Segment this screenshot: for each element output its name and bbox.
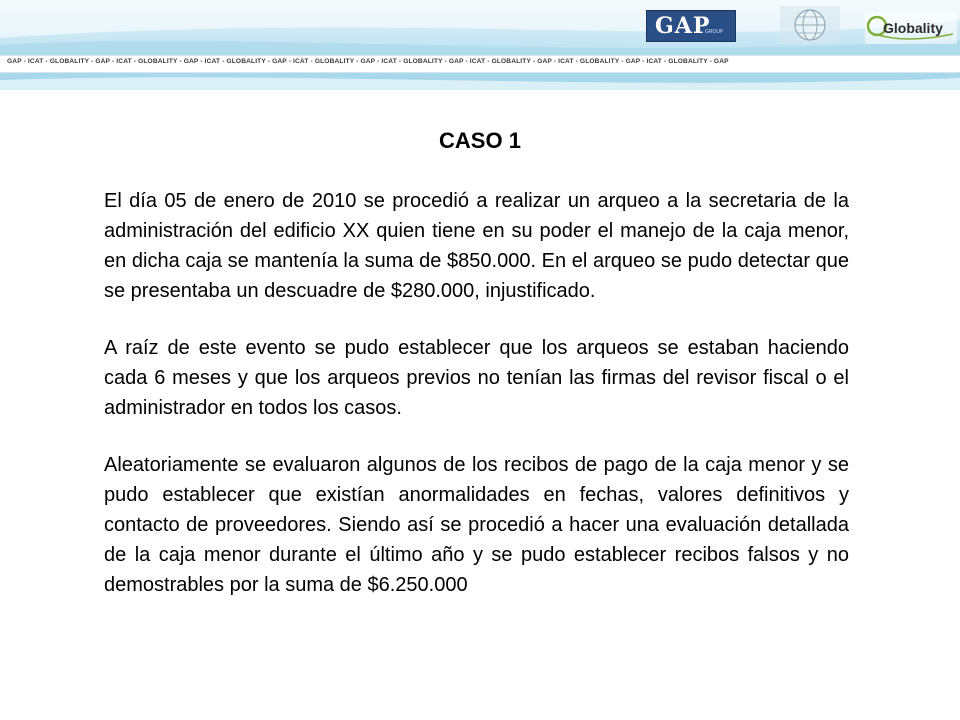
paragraph-3: Aleatoriamente se evaluaron algunos de los recibos de pago de la caja menor y se pudo establecer que existían anormalidades en fechas, valores definitivos y contacto de proveedores. Siendo así se procedió a hacer una evaluación detallada de la caja menor durante el último año y se pudo establecer recibos falsos y no demostrables por la suma de $6.250.000 bbox=[104, 454, 849, 596]
slide-body bbox=[104, 186, 849, 627]
paragraph-2: A raíz de este evento se pudo establecer que los arqueos se estaban haciendo cada 6 meses y que los arqueos previos no tenían las firmas del revisor fiscal o el administrador en todos los casos. bbox=[104, 337, 849, 419]
brand-ticker-strip bbox=[0, 55, 960, 73]
gap-logo-text: GAP bbox=[655, 13, 711, 39]
header-banner bbox=[0, 0, 960, 90]
slide-title: CASO 1 bbox=[439, 128, 521, 153]
paragraph-1: El día 05 de enero de 2010 se procedió a realizar un arqueo a la secretaria de la administración del edificio XX quien tiene en su poder el manejo de la caja menor, en dicha caja se mantenía la suma de $850.000. En el arqueo se pudo detectar que se presentaba un descuadre de $280.000, injustificado. bbox=[104, 190, 849, 302]
icat-globe-logo bbox=[780, 6, 840, 44]
brand-ticker-text: GAP - ICAT - GLOBALITY - GAP - ICAT - GLOBALITY - GAP - ICAT - GLOBALITY - GAP - ICAT - GLOBALITY - GAP - ICAT - GLOBALITY - GAP - ICAT - GLOBALITY - GAP - ICAT - GLOBALITY - GAP - ICAT - GLOBALITY - GAP bbox=[7, 58, 729, 65]
globality-logo-text: Globality bbox=[883, 20, 943, 36]
gap-logo-subtext: GROUP bbox=[705, 29, 724, 35]
globality-logo bbox=[865, 12, 957, 44]
gap-logo bbox=[646, 10, 736, 42]
